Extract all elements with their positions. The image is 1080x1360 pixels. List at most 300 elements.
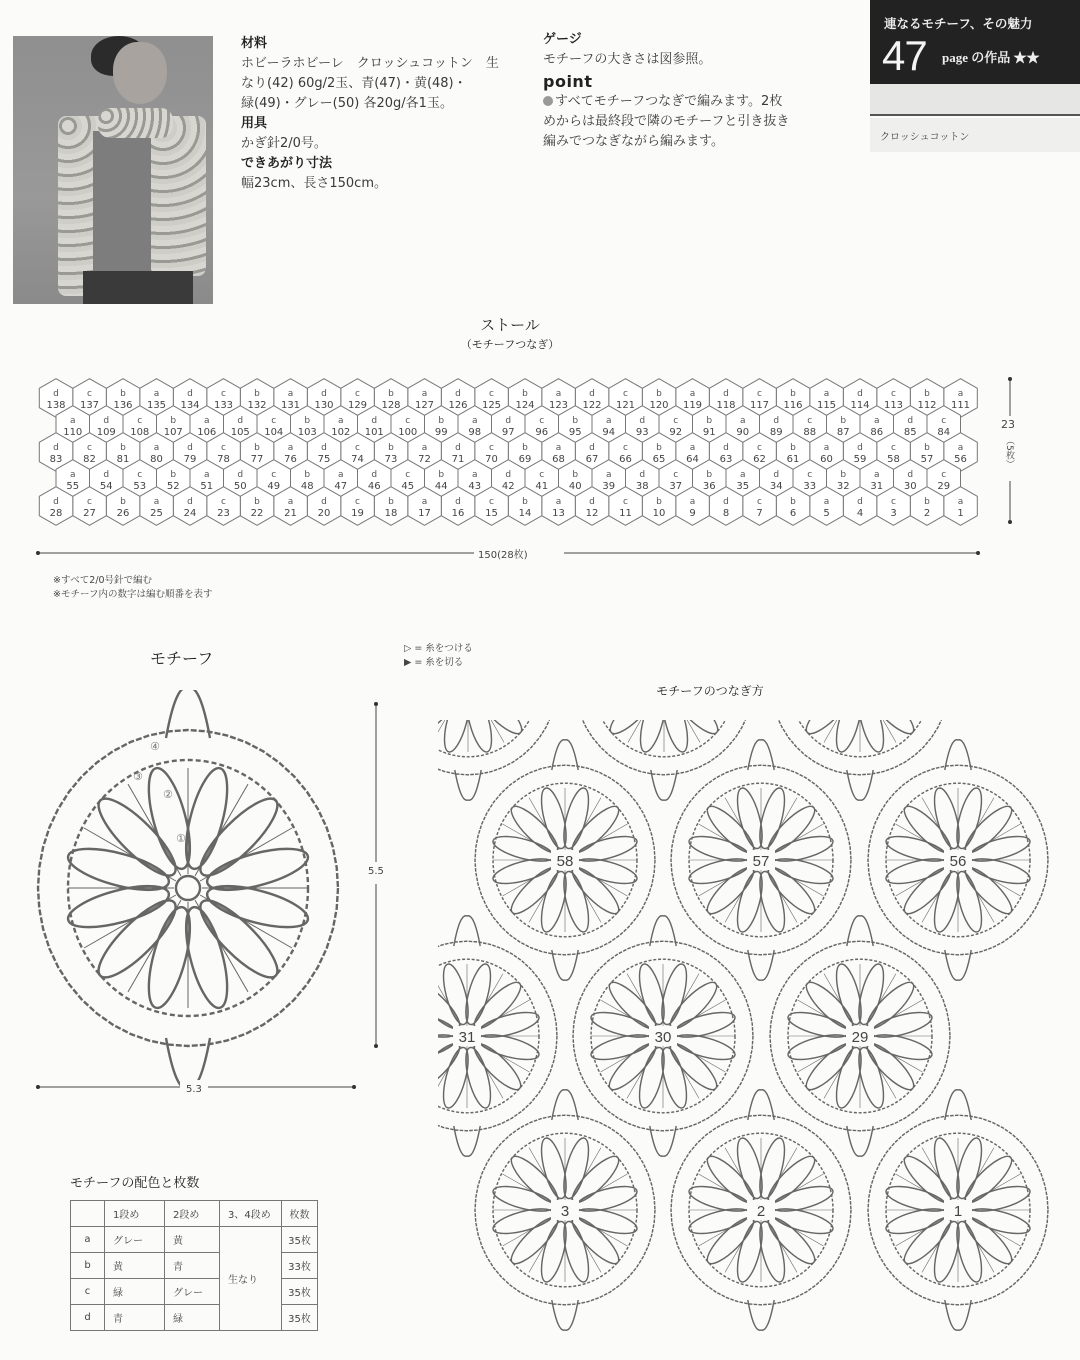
svg-text:a: a [421, 443, 428, 453]
svg-text:83: 83 [49, 454, 63, 465]
svg-text:1: 1 [957, 508, 964, 519]
svg-text:b: b [656, 389, 662, 399]
svg-text:a: a [823, 389, 830, 399]
svg-text:6: 6 [789, 508, 797, 519]
page-number: 47 [882, 32, 927, 79]
svg-text:b: b [790, 389, 796, 399]
svg-text:a: a [287, 389, 294, 399]
svg-text:32: 32 [836, 481, 850, 492]
svg-text:74: 74 [351, 454, 364, 465]
svg-text:105: 105 [230, 427, 250, 438]
point-line: すべてモチーフつなぎで編みます。2枚 [555, 94, 783, 109]
svg-text:71: 71 [451, 454, 465, 465]
row-key: d [71, 1305, 105, 1331]
svg-text:c: c [137, 470, 143, 480]
svg-text:b: b [388, 389, 394, 399]
svg-text:c: c [807, 470, 813, 480]
svg-text:c: c [137, 416, 143, 426]
joining-chart [438, 720, 1058, 1350]
round34-color: 生なり [220, 1227, 282, 1331]
svg-text:a: a [739, 470, 746, 480]
svg-text:133: 133 [213, 400, 234, 411]
svg-text:37: 37 [669, 481, 683, 492]
point-heading: point [543, 72, 593, 91]
svg-text:a: a [337, 470, 344, 480]
note-line: ※モチーフ内の数字は編む順番を表す [53, 589, 213, 600]
svg-text:a: a [957, 497, 964, 507]
svg-text:b: b [304, 416, 311, 426]
svg-text:a: a [555, 389, 562, 399]
svg-text:a: a [203, 470, 210, 480]
svg-text:129: 129 [347, 400, 368, 411]
svg-text:80: 80 [150, 454, 163, 465]
svg-text:52: 52 [166, 481, 180, 492]
svg-text:b: b [254, 389, 260, 399]
svg-text:91: 91 [702, 427, 716, 438]
header-cell: 2段め [165, 1201, 220, 1227]
svg-text:78: 78 [217, 454, 230, 465]
svg-text:44: 44 [434, 481, 448, 492]
svg-text:b: b [706, 470, 713, 480]
svg-text:35: 35 [736, 481, 750, 492]
round2-color: 青 [165, 1253, 220, 1279]
svg-text:3: 3 [890, 508, 897, 519]
svg-text:59: 59 [853, 454, 867, 465]
svg-text:d: d [187, 443, 193, 453]
materials-line: なり(42) 60g/2玉、青(47)・黄(48)・ [241, 76, 467, 91]
width-count: （5枚） [1004, 436, 1014, 469]
svg-text:d: d [907, 470, 914, 480]
svg-text:29: 29 [937, 481, 951, 492]
svg-text:27: 27 [83, 508, 96, 519]
svg-text:c: c [489, 497, 494, 507]
svg-text:c: c [87, 443, 92, 453]
svg-text:87: 87 [836, 427, 850, 438]
svg-text:20: 20 [317, 508, 331, 519]
svg-text:d: d [857, 389, 863, 399]
round2-color: グレー [165, 1279, 220, 1305]
motif-width-label: 5.3 [186, 1084, 202, 1095]
svg-text:d: d [187, 389, 193, 399]
svg-text:106: 106 [197, 427, 217, 438]
svg-text:a: a [689, 389, 696, 399]
svg-text:62: 62 [753, 454, 766, 465]
svg-text:73: 73 [384, 454, 398, 465]
motif-count: 35枚 [282, 1305, 318, 1331]
svg-text:④: ④ [150, 740, 160, 753]
svg-text:c: c [941, 470, 947, 480]
svg-text:63: 63 [719, 454, 733, 465]
svg-text:61: 61 [786, 454, 800, 465]
svg-text:b: b [790, 497, 796, 507]
svg-text:d: d [589, 497, 595, 507]
svg-text:136: 136 [113, 400, 133, 411]
gauge-heading: ゲージ [543, 32, 582, 47]
yarn-name: クロッシュコットン [880, 132, 970, 143]
joining-title: モチーフのつなぎ方 [656, 684, 764, 698]
svg-text:66: 66 [619, 454, 632, 465]
svg-text:a: a [69, 416, 76, 426]
svg-text:d: d [639, 416, 646, 426]
svg-text:b: b [924, 389, 930, 399]
svg-text:a: a [555, 497, 562, 507]
round1-color: グレー [105, 1227, 165, 1253]
stole-subtitle: （モチーフつなぎ） [460, 338, 560, 351]
svg-text:c: c [673, 470, 679, 480]
svg-text:d: d [505, 416, 512, 426]
svg-text:64: 64 [686, 454, 699, 465]
svg-text:c: c [221, 497, 226, 507]
svg-text:a: a [421, 497, 428, 507]
svg-text:d: d [237, 470, 244, 480]
svg-text:d: d [321, 443, 327, 453]
motif-count: 35枚 [282, 1227, 318, 1253]
svg-text:69: 69 [518, 454, 532, 465]
svg-text:a: a [153, 497, 160, 507]
svg-text:113: 113 [883, 400, 904, 411]
svg-text:b: b [438, 416, 445, 426]
svg-text:50: 50 [233, 481, 247, 492]
svg-text:c: c [355, 443, 360, 453]
svg-text:①: ① [176, 832, 186, 845]
svg-text:65: 65 [652, 454, 666, 465]
svg-text:28: 28 [49, 508, 63, 519]
svg-text:c: c [891, 497, 896, 507]
svg-text:13: 13 [552, 508, 565, 519]
svg-text:79: 79 [183, 454, 197, 465]
svg-text:c: c [221, 443, 226, 453]
svg-text:46: 46 [367, 481, 381, 492]
svg-text:c: c [87, 389, 92, 399]
svg-text:b: b [924, 497, 930, 507]
page-label: page の作品 ★★ [942, 50, 1040, 65]
motif-number: 58 [556, 853, 574, 870]
svg-text:70: 70 [485, 454, 498, 465]
svg-text:c: c [489, 443, 494, 453]
svg-text:45: 45 [401, 481, 415, 492]
svg-text:d: d [505, 470, 512, 480]
row-key: b [71, 1253, 105, 1279]
svg-text:d: d [455, 497, 461, 507]
svg-text:53: 53 [133, 481, 147, 492]
row-key: a [71, 1227, 105, 1253]
svg-text:123: 123 [548, 400, 569, 411]
svg-text:b: b [120, 443, 126, 453]
svg-text:a: a [471, 470, 478, 480]
svg-text:c: c [623, 389, 628, 399]
svg-text:102: 102 [331, 427, 351, 438]
svg-text:b: b [254, 497, 260, 507]
legend-attach: ▷ = 糸をつける [404, 643, 473, 654]
svg-text:24: 24 [183, 508, 197, 519]
svg-text:c: c [623, 497, 628, 507]
round2-color: 緑 [165, 1305, 220, 1331]
svg-text:②: ② [163, 788, 173, 801]
svg-text:b: b [522, 389, 528, 399]
svg-text:100: 100 [398, 427, 418, 438]
svg-text:a: a [739, 416, 746, 426]
svg-text:26: 26 [116, 508, 130, 519]
motif-chart [20, 690, 400, 1110]
svg-text:d: d [773, 416, 780, 426]
motif-number: 2 [756, 1203, 766, 1220]
svg-text:c: c [355, 389, 360, 399]
svg-text:a: a [287, 497, 294, 507]
svg-text:88: 88 [803, 427, 817, 438]
svg-text:14: 14 [518, 508, 532, 519]
svg-text:c: c [355, 497, 360, 507]
svg-text:99: 99 [434, 427, 448, 438]
svg-text:134: 134 [180, 400, 200, 411]
svg-text:97: 97 [501, 427, 515, 438]
svg-text:30: 30 [903, 481, 917, 492]
stole-title: ストール [480, 316, 540, 334]
svg-text:93: 93 [635, 427, 649, 438]
svg-text:94: 94 [602, 427, 616, 438]
svg-text:a: a [153, 389, 160, 399]
svg-text:15: 15 [485, 508, 498, 519]
svg-text:41: 41 [535, 481, 549, 492]
svg-text:130: 130 [314, 400, 334, 411]
svg-text:d: d [723, 389, 729, 399]
svg-text:b: b [170, 416, 177, 426]
svg-text:33: 33 [803, 481, 817, 492]
svg-text:38: 38 [635, 481, 649, 492]
svg-text:43: 43 [468, 481, 482, 492]
svg-text:b: b [120, 497, 126, 507]
svg-text:d: d [53, 389, 59, 399]
svg-text:a: a [471, 416, 478, 426]
svg-text:75: 75 [317, 454, 331, 465]
svg-text:40: 40 [568, 481, 582, 492]
svg-text:112: 112 [917, 400, 937, 411]
svg-text:b: b [656, 497, 662, 507]
svg-text:82: 82 [83, 454, 96, 465]
svg-text:c: c [673, 416, 679, 426]
svg-text:a: a [823, 497, 830, 507]
svg-text:114: 114 [850, 400, 870, 411]
svg-text:57: 57 [920, 454, 934, 465]
motif-number: 31 [458, 1029, 476, 1046]
materials-heading: 材料 [241, 36, 268, 51]
svg-text:c: c [489, 389, 494, 399]
svg-text:d: d [857, 497, 863, 507]
svg-text:d: d [53, 497, 59, 507]
color-table-title: モチーフの配色と枚数 [70, 1176, 200, 1191]
motif-height-label: 5.5 [368, 866, 384, 877]
svg-text:d: d [103, 470, 110, 480]
header-cell: 枚数 [282, 1201, 318, 1227]
svg-text:d: d [237, 416, 244, 426]
svg-text:a: a [823, 443, 830, 453]
width-label: 23 [1001, 418, 1015, 431]
svg-text:b: b [388, 497, 394, 507]
svg-text:85: 85 [903, 427, 917, 438]
svg-text:16: 16 [451, 508, 465, 519]
svg-text:a: a [689, 443, 696, 453]
motif-number: 57 [752, 853, 770, 870]
svg-text:101: 101 [364, 427, 384, 438]
svg-text:d: d [455, 389, 461, 399]
svg-text:115: 115 [816, 400, 837, 411]
svg-text:60: 60 [820, 454, 833, 465]
svg-text:98: 98 [468, 427, 482, 438]
svg-text:103: 103 [297, 427, 317, 438]
svg-text:10: 10 [652, 508, 666, 519]
motif-number: 1 [953, 1203, 963, 1220]
svg-text:d: d [455, 443, 461, 453]
svg-text:c: c [271, 416, 277, 426]
svg-text:b: b [522, 443, 528, 453]
svg-text:a: a [605, 470, 612, 480]
legend-cut: ▶ = 糸を切る [404, 657, 464, 668]
svg-text:a: a [957, 389, 964, 399]
header-cell: 3、4段め [220, 1201, 282, 1227]
svg-text:b: b [924, 443, 930, 453]
svg-text:d: d [187, 497, 193, 507]
materials-line: ホビーラホビーレ クロッシュコットン 生 [241, 56, 499, 71]
svg-text:7: 7 [756, 508, 763, 519]
svg-text:a: a [287, 443, 294, 453]
note-line: ※すべて2/0号針で編む [53, 575, 153, 586]
svg-text:42: 42 [501, 481, 515, 492]
legend [404, 642, 473, 670]
svg-text:67: 67 [585, 454, 599, 465]
finished-size-heading: できあがり寸法 [241, 156, 333, 171]
stole-notes [53, 574, 213, 602]
svg-text:127: 127 [414, 400, 435, 411]
svg-text:117: 117 [749, 400, 770, 411]
motif-count: 33枚 [282, 1253, 318, 1279]
svg-text:23: 23 [217, 508, 230, 519]
svg-text:b: b [706, 416, 713, 426]
svg-text:56: 56 [954, 454, 967, 465]
svg-text:109: 109 [96, 427, 116, 438]
svg-text:a: a [605, 416, 612, 426]
svg-text:d: d [907, 416, 914, 426]
svg-text:72: 72 [418, 454, 431, 465]
svg-text:c: c [405, 470, 411, 480]
svg-text:2: 2 [923, 508, 931, 519]
svg-text:138: 138 [46, 400, 66, 411]
motif-count: 35枚 [282, 1279, 318, 1305]
svg-text:b: b [572, 416, 579, 426]
header-cell: 1段め [105, 1201, 165, 1227]
svg-text:128: 128 [381, 400, 401, 411]
svg-text:d: d [773, 470, 780, 480]
svg-text:22: 22 [250, 508, 264, 519]
svg-text:b: b [790, 443, 796, 453]
svg-text:c: c [87, 497, 92, 507]
svg-text:b: b [840, 470, 847, 480]
svg-text:c: c [891, 389, 896, 399]
motif-number: 29 [851, 1029, 869, 1046]
svg-text:58: 58 [887, 454, 900, 465]
svg-text:a: a [153, 443, 160, 453]
svg-text:122: 122 [582, 400, 602, 411]
svg-text:84: 84 [937, 427, 951, 438]
svg-text:b: b [656, 443, 662, 453]
svg-text:a: a [555, 443, 562, 453]
svg-text:118: 118 [716, 400, 736, 411]
svg-text:81: 81 [116, 454, 130, 465]
svg-text:21: 21 [284, 508, 297, 519]
svg-text:89: 89 [769, 427, 783, 438]
svg-text:125: 125 [481, 400, 502, 411]
svg-text:a: a [421, 389, 428, 399]
svg-text:4: 4 [856, 508, 864, 519]
svg-text:90: 90 [736, 427, 750, 438]
svg-text:d: d [321, 389, 327, 399]
svg-text:5: 5 [823, 508, 830, 519]
svg-text:34: 34 [769, 481, 783, 492]
svg-text:d: d [857, 443, 863, 453]
svg-text:126: 126 [448, 400, 468, 411]
svg-text:120: 120 [649, 400, 669, 411]
svg-text:c: c [271, 470, 277, 480]
svg-text:d: d [589, 443, 595, 453]
svg-text:b: b [572, 470, 579, 480]
svg-text:135: 135 [146, 400, 167, 411]
svg-text:d: d [589, 389, 595, 399]
header-cell [71, 1201, 105, 1227]
stole-hex-diagram [0, 0, 1080, 560]
motif-title: モチーフ [150, 649, 214, 668]
materials-line: 緑(49)・グレー(50) 各20g/各1玉。 [241, 96, 453, 111]
svg-text:c: c [757, 389, 762, 399]
svg-text:d: d [723, 497, 729, 507]
svg-text:a: a [689, 497, 696, 507]
svg-text:25: 25 [150, 508, 163, 519]
svg-text:b: b [304, 470, 311, 480]
point-line: 編みでつなぎながら編みます。 [543, 134, 724, 149]
finished-size-text: 幅23cm、長さ150cm。 [241, 176, 387, 191]
svg-text:12: 12 [585, 508, 599, 519]
svg-text:d: d [53, 443, 59, 453]
svg-text:c: c [623, 443, 628, 453]
color-table [70, 1200, 318, 1331]
svg-text:d: d [371, 416, 378, 426]
svg-text:③: ③ [133, 770, 143, 783]
svg-text:b: b [438, 470, 445, 480]
svg-text:c: c [757, 443, 762, 453]
tools-text: かぎ針2/0号。 [241, 136, 327, 151]
svg-text:b: b [522, 497, 528, 507]
gauge-text: モチーフの大きさは図参照。 [543, 52, 712, 67]
round2-color: 黄 [165, 1227, 220, 1253]
svg-text:c: c [757, 497, 762, 507]
svg-text:d: d [321, 497, 327, 507]
svg-text:c: c [807, 416, 813, 426]
svg-text:d: d [103, 416, 110, 426]
svg-text:c: c [539, 470, 545, 480]
svg-text:76: 76 [284, 454, 297, 465]
svg-text:51: 51 [200, 481, 214, 492]
motif-number: 30 [654, 1029, 672, 1046]
svg-text:124: 124 [515, 400, 535, 411]
row-key: c [71, 1279, 105, 1305]
svg-text:b: b [388, 443, 394, 453]
svg-text:107: 107 [163, 427, 183, 438]
tools-heading: 用具 [241, 116, 268, 131]
point-line: めからは最終段で隣のモチーフと引き抜き [543, 114, 790, 129]
svg-text:116: 116 [783, 400, 803, 411]
svg-text:31: 31 [870, 481, 884, 492]
svg-text:86: 86 [870, 427, 884, 438]
svg-text:132: 132 [247, 400, 267, 411]
svg-text:131: 131 [280, 400, 301, 411]
svg-text:47: 47 [334, 481, 348, 492]
